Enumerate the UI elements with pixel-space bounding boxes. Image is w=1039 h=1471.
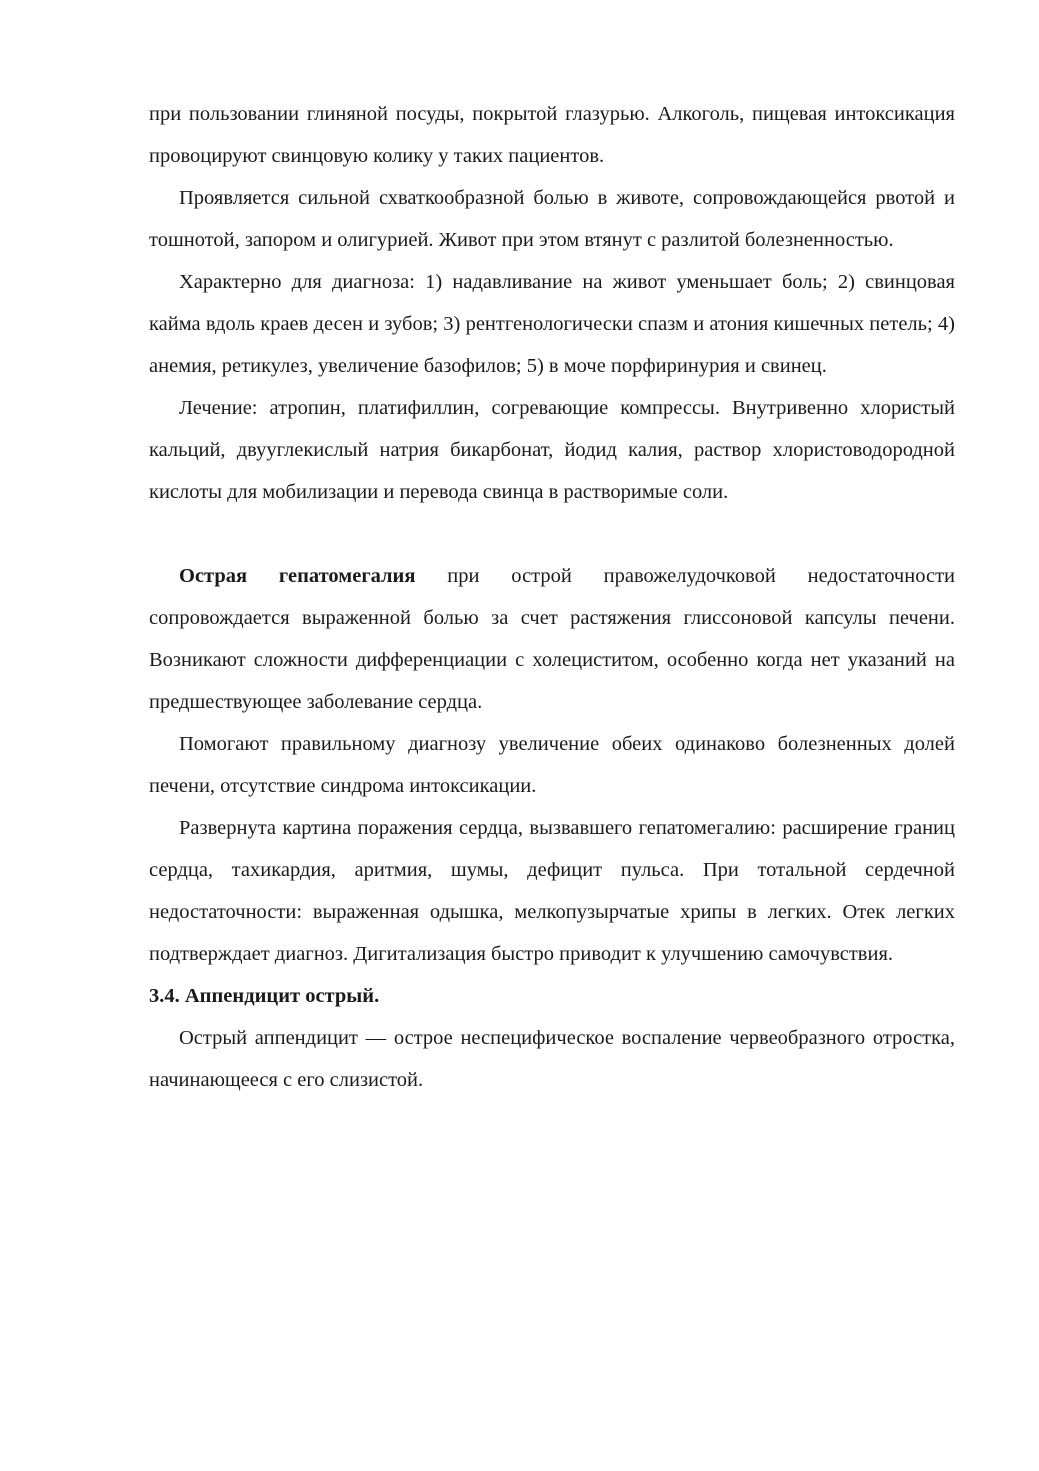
paragraph-heart-damage: Развернута картина поражения сердца, вызвавшего гепатомегалию: расширение границ сердца, тахикардия, аритмия, шумы, дефицит пульса. При тотальной сердечной недостаточности: выраженная одышка, мелкопузырчатые хрипы в легких. Отек легких подтверждает диагноз. Дигитализация быстро приводит к улучшению самочувствия. <box>149 817 955 965</box>
paragraph-lead-glazed-pottery: при пользовании глиняной посуды, покрытой глазурью. Алкоголь, пищевая интоксикация провоцируют свинцовую колику у таких пациентов. <box>149 103 955 167</box>
paragraph-hepatomegaly-intro <box>149 555 955 723</box>
document-page <box>149 93 955 1101</box>
paragraph-hepatomegaly-intro-text: при острой правожелудочковой недостаточности сопровождается выраженной болью за счет растяжения глиссоновой капсулы печени. Возникают сложности дифференциации с холециститом, особенно когда нет указаний на предшествующее заболевание сердца. <box>149 565 955 713</box>
paragraph-diagnosis-signs: Характерно для диагноза: 1) надавливание на живот уменьшает боль; 2) свинцовая кайма вдоль краев десен и зубов; 3) рентгенологически спазм и атония кишечных петель; 4) анемия, ретикулез, увеличение базофилов; 5) в моче порфиринурия и свинец. <box>149 271 955 377</box>
paragraph-colic-symptoms: Проявляется сильной схваткообразной болью в животе, сопровождающейся рвотой и тошнотой, запором и олигурией. Живот при этом втянут с разлитой болезненностью. <box>149 187 955 251</box>
term-acute-hepatomegaly: Острая гепатомегалия <box>179 565 416 587</box>
paragraph-hepatomegaly-diagnosis: Помогают правильному диагнозу увеличение обеих одинаково болезненных долей печени, отсутствие синдрома интоксикации. <box>149 733 955 797</box>
paragraph-appendicitis-definition: Острый аппендицит — острое неспецифическое воспаление червеобразного отростка, начинающееся с его слизистой. <box>149 1027 955 1091</box>
section-heading-appendicitis: 3.4. Аппендицит острый. <box>149 985 380 1007</box>
paragraph-treatment: Лечение: атропин, платифиллин, согревающие компрессы. Внутривенно хлористый кальций, двууглекислый натрия бикарбонат, йодид калия, раствор хлористоводородной кислоты для мобилизации и перевода свинца в растворимые соли. <box>149 397 955 503</box>
